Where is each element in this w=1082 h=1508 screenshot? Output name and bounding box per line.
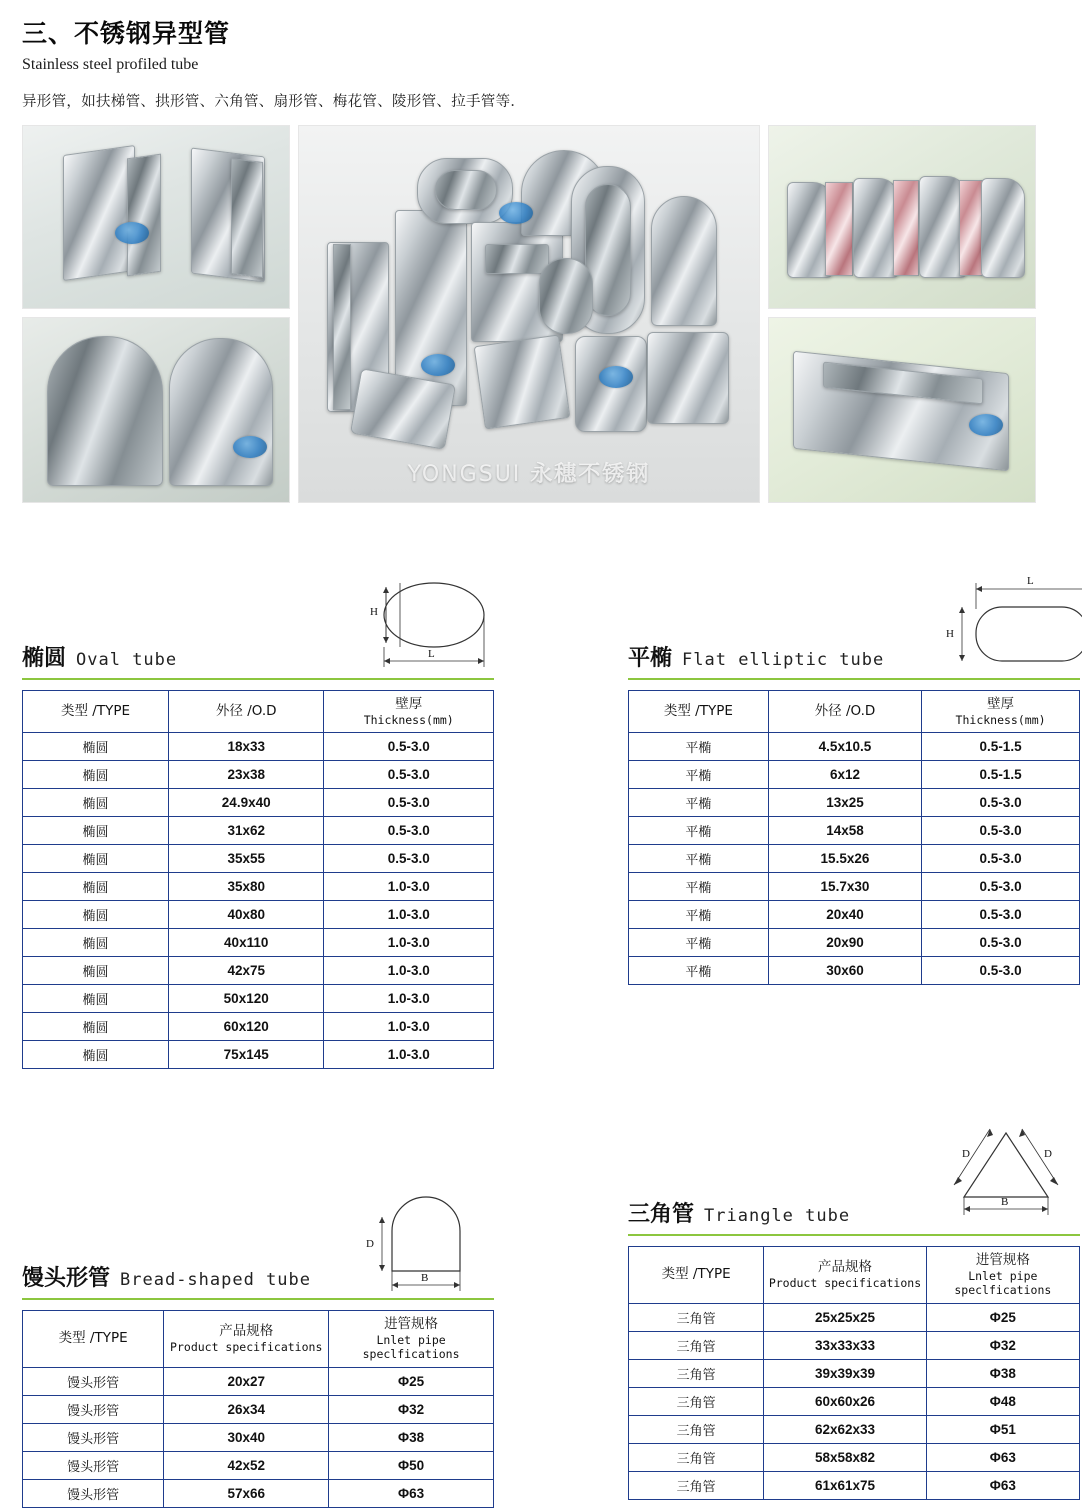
diagram-label-l: L: [428, 648, 435, 660]
section-title-cn: 平椭: [628, 646, 673, 671]
diagram-bread-shaped: [352, 1193, 502, 1297]
column-header-inlet-spec: 进管规格 Lnlet pipe speclfications: [329, 1311, 494, 1368]
photo-column-left: [22, 125, 290, 503]
page-title-cn: 三、不锈钢异型管: [22, 19, 231, 48]
diagram-label-d-right: D: [1044, 1148, 1052, 1160]
table-row: 馒头形管 30x40 Φ38: [23, 1423, 494, 1451]
column-header-thickness: 壁厚 Thickness(mm): [324, 691, 494, 733]
spec-table-flat-elliptic: [628, 690, 1080, 985]
watermark-en: YONGSUI: [407, 462, 522, 487]
section-title-en: Oval tube: [76, 650, 178, 670]
table-row: 三角管 58x58x82 Φ63: [629, 1443, 1080, 1471]
spec-table-oval: [22, 690, 494, 1069]
table-row: 三角管 62x62x33 Φ51: [629, 1415, 1080, 1443]
table-row: 平椭 14x58 0.5-3.0: [629, 817, 1080, 845]
photo-profiled-tubes-1: [22, 125, 290, 309]
column-header-inlet-spec: 进管规格 Lnlet pipe speclfications: [926, 1247, 1079, 1304]
diagram-label-b: B: [421, 1272, 429, 1284]
table-row: 平椭 15.7x30 0.5-3.0: [629, 873, 1080, 901]
table-row: 椭圆 24.9x40 0.5-3.0: [23, 789, 494, 817]
column-header-type: 类型 /TYPE: [629, 691, 769, 733]
column-header-type: 类型 /TYPE: [629, 1247, 764, 1304]
column-header-thickness: 壁厚 Thickness(mm): [922, 691, 1080, 733]
brand-badge: [499, 202, 533, 224]
section-triangle: [628, 1148, 1080, 1500]
section-title-en: Bread-shaped tube: [120, 1270, 312, 1290]
brand-badge: [115, 222, 149, 244]
column-header-od: 外径 /O.D: [768, 691, 921, 733]
column-header-od: 外径 /O.D: [169, 691, 324, 733]
photo-column-right: [768, 125, 1036, 503]
page-title-en: Stainless steel profiled tube: [22, 56, 199, 73]
document-page: [0, 0, 1082, 503]
table-row: 馒头形管 57x66 Φ63: [23, 1479, 494, 1507]
section-title-en: Flat elliptic tube: [682, 650, 885, 670]
diagram-label-h: H: [370, 606, 378, 618]
photo-profiled-tubes-3: [768, 125, 1036, 309]
photo-profiled-tube-4: [768, 317, 1036, 503]
watermark: [299, 457, 759, 488]
brand-badge: [969, 414, 1003, 436]
table-row: 平椭 13x25 0.5-3.0: [629, 789, 1080, 817]
column-header-product-spec: 产品规格 Product specifications: [764, 1247, 926, 1304]
table-row: 三角管 61x61x75 Φ63: [629, 1471, 1080, 1499]
table-row: 平椭 30x60 0.5-3.0: [629, 957, 1080, 985]
table-row: 平椭 20x40 0.5-3.0: [629, 901, 1080, 929]
intro-paragraph: 异形管，如扶梯管、拱形管、六角管、扇形管、梅花管、陵形管、拉手管等．: [22, 94, 526, 110]
section-flat-elliptic: [628, 575, 1080, 985]
brand-badge: [421, 354, 455, 376]
diagram-triangle: [928, 1111, 1082, 1221]
table-row: 椭圆 75x145 1.0-3.0: [23, 1041, 494, 1069]
section-title-cn: 馒头形管: [22, 1266, 111, 1291]
table-row: 三角管 33x33x33 Φ32: [629, 1331, 1080, 1359]
section-bread-shaped: [22, 1238, 494, 1508]
photo-gallery: [22, 125, 1060, 503]
section-title-cn: 椭圆: [22, 646, 67, 671]
table-row: 椭圆 31x62 0.5-3.0: [23, 817, 494, 845]
watermark-cn: 永穗不锈钢: [530, 462, 651, 487]
table-row: 椭圆 40x110 1.0-3.0: [23, 929, 494, 957]
column-header-type: 类型 /TYPE: [23, 1311, 164, 1368]
table-row: 馒头形管 20x27 Φ25: [23, 1367, 494, 1395]
table-row: 椭圆 42x75 1.0-3.0: [23, 957, 494, 985]
section-title-en: Triangle tube: [704, 1206, 851, 1226]
table-header-row: [629, 691, 1080, 733]
section-oval: [22, 606, 494, 1069]
spec-table-triangle: [628, 1246, 1080, 1500]
section-title-cn: 三角管: [628, 1202, 695, 1227]
table-row: 椭圆 60x120 1.0-3.0: [23, 1013, 494, 1041]
brand-badge: [599, 366, 633, 388]
diagram-label-b: B: [1001, 1196, 1009, 1208]
table-header-row: [23, 1311, 494, 1368]
table-row: 平椭 4.5x10.5 0.5-1.5: [629, 733, 1080, 761]
table-row: 三角管 25x25x25 Φ25: [629, 1303, 1080, 1331]
diagram-oval: [342, 573, 502, 673]
table-row: 三角管 60x60x26 Φ48: [629, 1387, 1080, 1415]
diagram-label-d: D: [366, 1238, 374, 1250]
photo-profiled-tubes-group: [298, 125, 760, 503]
diagram-label-l: L: [1027, 575, 1034, 587]
table-header-row: [23, 691, 494, 733]
photo-profiled-tubes-2: [22, 317, 290, 503]
table-row: 椭圆 35x55 0.5-3.0: [23, 845, 494, 873]
table-row: 馒头形管 26x34 Φ32: [23, 1395, 494, 1423]
diagram-label-h: H: [946, 628, 954, 640]
column-header-product-spec: 产品规格 Product specifications: [164, 1311, 329, 1368]
table-row: 椭圆 40x80 1.0-3.0: [23, 901, 494, 929]
table-row: 椭圆 50x120 1.0-3.0: [23, 985, 494, 1013]
table-header-row: [629, 1247, 1080, 1304]
table-row: 平椭 20x90 0.5-3.0: [629, 929, 1080, 957]
table-row: 椭圆 23x38 0.5-3.0: [23, 761, 494, 789]
brand-badge: [233, 436, 267, 458]
table-row: 三角管 39x39x39 Φ38: [629, 1359, 1080, 1387]
table-row: 馒头形管 42x52 Φ50: [23, 1451, 494, 1479]
column-header-type: 类型 /TYPE: [23, 691, 169, 733]
diagram-flat-elliptic: [928, 569, 1082, 673]
table-row: 椭圆 18x33 0.5-3.0: [23, 733, 494, 761]
table-row: 平椭 15.5x26 0.5-3.0: [629, 845, 1080, 873]
table-row: 椭圆 35x80 1.0-3.0: [23, 873, 494, 901]
spec-table-bread-shaped: [22, 1310, 494, 1508]
photo-column-middle: [298, 125, 760, 503]
diagram-label-d-left: D: [962, 1148, 970, 1160]
table-row: 平椭 6x12 0.5-1.5: [629, 761, 1080, 789]
